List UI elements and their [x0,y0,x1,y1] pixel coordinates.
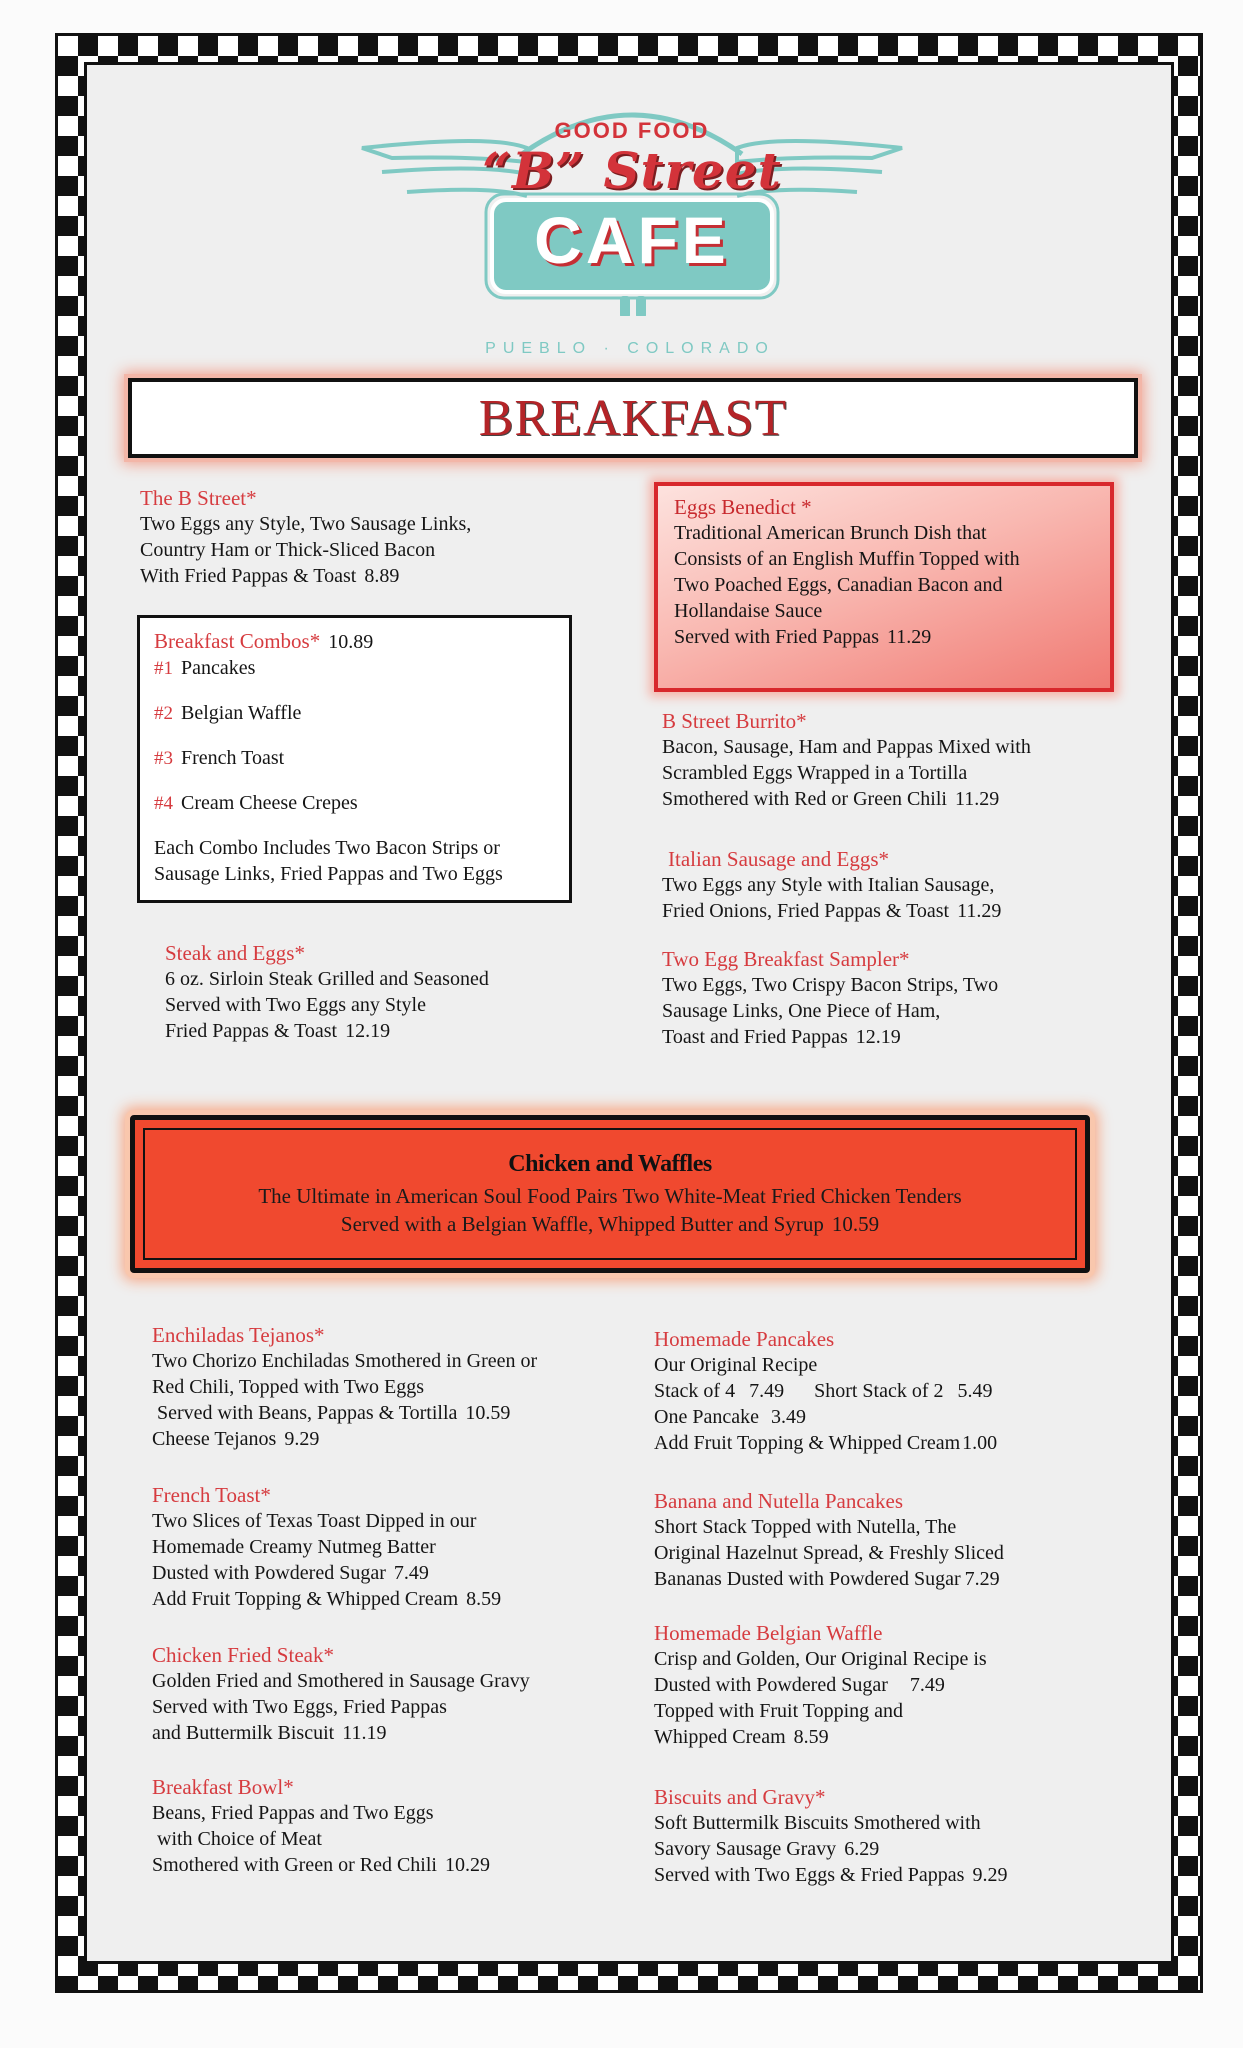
combo-number: #4 [154,793,173,814]
menu-item-steak-eggs [165,940,585,1044]
item-desc-line: Our Original Recipe [654,1354,818,1376]
item-desc-line: Two Eggs, Two Crispy Bacon Strips, Two [662,974,999,996]
item-desc-line: Served with Beans, Pappas & Tortilla [157,1402,458,1424]
item-desc-line: Add Fruit Topping & Whipped Cream [152,1588,459,1610]
item-desc-line: Sausage Links, One Piece of Ham, [662,1000,941,1022]
item-price: 10.59 [831,1211,880,1236]
item-desc-line: Consists of an English Muffin Topped with [674,548,1020,570]
item-desc-line: Two Eggs any Style with Italian Sausage, [662,874,995,896]
item-price: 7.29 [964,1568,1000,1590]
combo-number: #2 [154,703,173,724]
cafe-logo [352,96,912,316]
menu-item-pancakes [654,1326,1134,1456]
item-desc-line: Toast and Fried Pappas [662,1026,848,1048]
item-price: 8.59 [466,1588,502,1610]
item-desc-line: Fried Onions, Fried Pappas & Toast [662,900,950,922]
item-name: Steak and Eggs* [165,941,305,965]
location-text: PUEBLO · COLORADO [485,340,775,357]
item-name: Two Egg Breakfast Sampler* [662,947,910,971]
item-desc-line: Bananas Dusted with Powdered Sugar [654,1568,961,1590]
item-desc-line: Original Hazelnut Spread, & Freshly Sliced [654,1542,1004,1564]
item-desc-line: Whipped Cream [654,1726,786,1748]
item-price: 8.59 [793,1726,829,1748]
menu-item-breakfast-bowl [152,1774,632,1878]
combos-box [137,615,572,903]
item-price: 3.49 [770,1406,806,1428]
item-desc-line: Served with Two Eggs any Style [165,994,426,1016]
combo-number: #1 [154,658,173,679]
item-price: 12.19 [345,1020,391,1042]
item-name: Homemade Belgian Waffle [654,1621,883,1645]
item-desc-line: Scrambled Eggs Wrapped in a Tortilla [662,762,968,784]
combo-label: French Toast [181,747,285,769]
combo-note-line: Each Combo Includes Two Bacon Strips or [154,837,500,859]
logo-good-food-text: GOOD FOOD [554,118,710,143]
item-desc-line: Two Poached Eggs, Canadian Bacon and [674,574,1003,596]
combo-label: Cream Cheese Crepes [181,792,358,814]
menu-item-enchiladas [152,1322,632,1452]
item-desc-line: Golden Fried and Smothered in Sausage Gravy [152,1670,530,1692]
item-name: Eggs Benedict * [674,495,812,519]
item-desc-line: Two Slices of Texas Toast Dipped in our [152,1510,477,1532]
item-price: 1.00 [962,1432,998,1454]
item-price: 7.49 [909,1674,945,1696]
item-desc-line: with Choice of Meat [157,1828,322,1850]
item-desc-line: Smothered with Red or Green Chili [662,788,947,810]
item-name: Homemade Pancakes [654,1327,835,1351]
menu-item-biscuits-gravy [654,1784,1134,1888]
item-price: 12.19 [855,1026,901,1048]
menu-item-french-toast [152,1482,632,1612]
item-price: 6.29 [844,1838,880,1860]
item-desc-line: Served with Fried Pappas [674,626,879,648]
menu-item-sampler [662,946,1122,1050]
item-desc-line: Dusted with Powdered Sugar [152,1562,386,1584]
item-desc-line: Traditional American Brunch Dish that [674,522,987,544]
item-desc-line: and Buttermilk Biscuit [152,1722,335,1744]
item-desc-line: Served with Two Eggs, Fried Pappas [152,1696,447,1718]
item-name: Chicken Fried Steak* [152,1643,334,1667]
item-name: Breakfast Combos* [154,629,321,653]
item-desc-line: Crisp and Golden, Our Original Recipe is [654,1648,987,1670]
menu-item-nutella-pancakes [654,1488,1134,1592]
menu-item-belgian-waffle [654,1620,1134,1750]
item-desc-line: Dusted with Powdered Sugar [654,1674,888,1696]
menu-item-eggs-benedict [654,482,1114,692]
item-desc-line: Fried Pappas & Toast [165,1020,338,1042]
menu-item-italian-sausage [662,846,1122,924]
item-desc-line: One Pancake [654,1406,759,1428]
item-desc-line: Short Stack of 2 [814,1380,944,1402]
logo-cafe-text: CAFE [534,203,730,277]
combo-note-line: Sausage Links, Fried Pappas and Two Eggs [154,863,503,885]
item-desc-line: Smothered with Green or Red Chili [152,1854,437,1876]
item-price: 9.29 [284,1428,320,1450]
combo-number: #3 [154,748,173,769]
item-price: 11.19 [342,1722,387,1744]
item-desc-line: Stack of 4 [654,1380,736,1402]
menu-item-burrito [662,708,1122,812]
item-desc-line: 6 oz. Sirloin Steak Grilled and Seasoned [165,968,489,990]
item-name: Italian Sausage and Eggs* [668,847,890,871]
item-price: 7.49 [749,1380,785,1402]
item-name: Banana and Nutella Pancakes [654,1489,903,1513]
menu-item-b-street [140,485,580,589]
item-price: 10.89 [328,631,374,653]
item-desc-line: Red Chili, Topped with Two Eggs [152,1376,425,1398]
item-desc-line: Savory Sausage Gravy [654,1838,837,1860]
item-price: 11.29 [886,626,932,648]
item-desc-line: Served with Two Eggs & Fried Pappas [654,1864,965,1886]
item-price: 7.49 [393,1562,429,1584]
breakfast-banner [128,378,1138,458]
item-desc-line: Country Ham or Thick-Sliced Bacon [140,539,436,561]
chicken-waffles-banner [130,1115,1090,1273]
item-name: French Toast* [152,1483,271,1507]
item-desc-line: Cheese Tejanos [152,1428,277,1450]
item-desc-line: Served with a Belgian Waffle, Whipped Butter and Syrup [340,1211,824,1236]
page-title: BREAKFAST [478,389,788,447]
item-price: 5.49 [957,1380,993,1402]
item-desc-line: Beans, Fried Pappas and Two Eggs [152,1802,434,1824]
item-desc-line: Topped with Fruit Topping and [654,1700,904,1722]
item-price: 9.29 [972,1864,1008,1886]
item-name: Breakfast Bowl* [152,1775,294,1799]
item-price: 10.29 [444,1854,490,1876]
item-price: 11.29 [957,900,1002,922]
menu-item-chicken-fried-steak [152,1642,632,1746]
combo-label: Pancakes [181,657,256,679]
item-name: The B Street* [140,486,257,510]
item-desc-line: The Ultimate in American Soul Food Pairs Two White-Meat Fried Chicken Tenders [258,1183,962,1208]
item-name: Chicken and Waffles [508,1150,712,1177]
item-desc-line: Add Fruit Topping & Whipped Cream [654,1432,961,1454]
combo-label: Belgian Waffle [181,702,302,724]
item-desc-line: Homemade Creamy Nutmeg Batter [152,1536,436,1558]
item-desc-line: Two Chorizo Enchiladas Smothered in Green or [152,1350,538,1372]
item-desc-line: Soft Buttermilk Biscuits Smothered with [654,1812,981,1834]
logo-b-street-text: “B” Street [482,141,782,200]
item-desc-line: Bacon, Sausage, Ham and Pappas Mixed with [662,736,1031,758]
item-desc-line: With Fried Pappas & Toast [140,565,357,587]
item-name: Enchiladas Tejanos* [152,1323,325,1347]
item-desc-line: Two Eggs any Style, Two Sausage Links, [140,513,472,535]
item-price: 11.29 [954,788,1000,810]
item-desc-line: Short Stack Topped with Nutella, The [654,1516,957,1538]
item-desc-line: Hollandaise Sauce [674,600,823,622]
item-name: Biscuits and Gravy* [654,1785,826,1809]
item-price: 8.89 [364,565,400,587]
item-name: B Street Burrito* [662,709,807,733]
item-price: 10.59 [465,1402,511,1424]
